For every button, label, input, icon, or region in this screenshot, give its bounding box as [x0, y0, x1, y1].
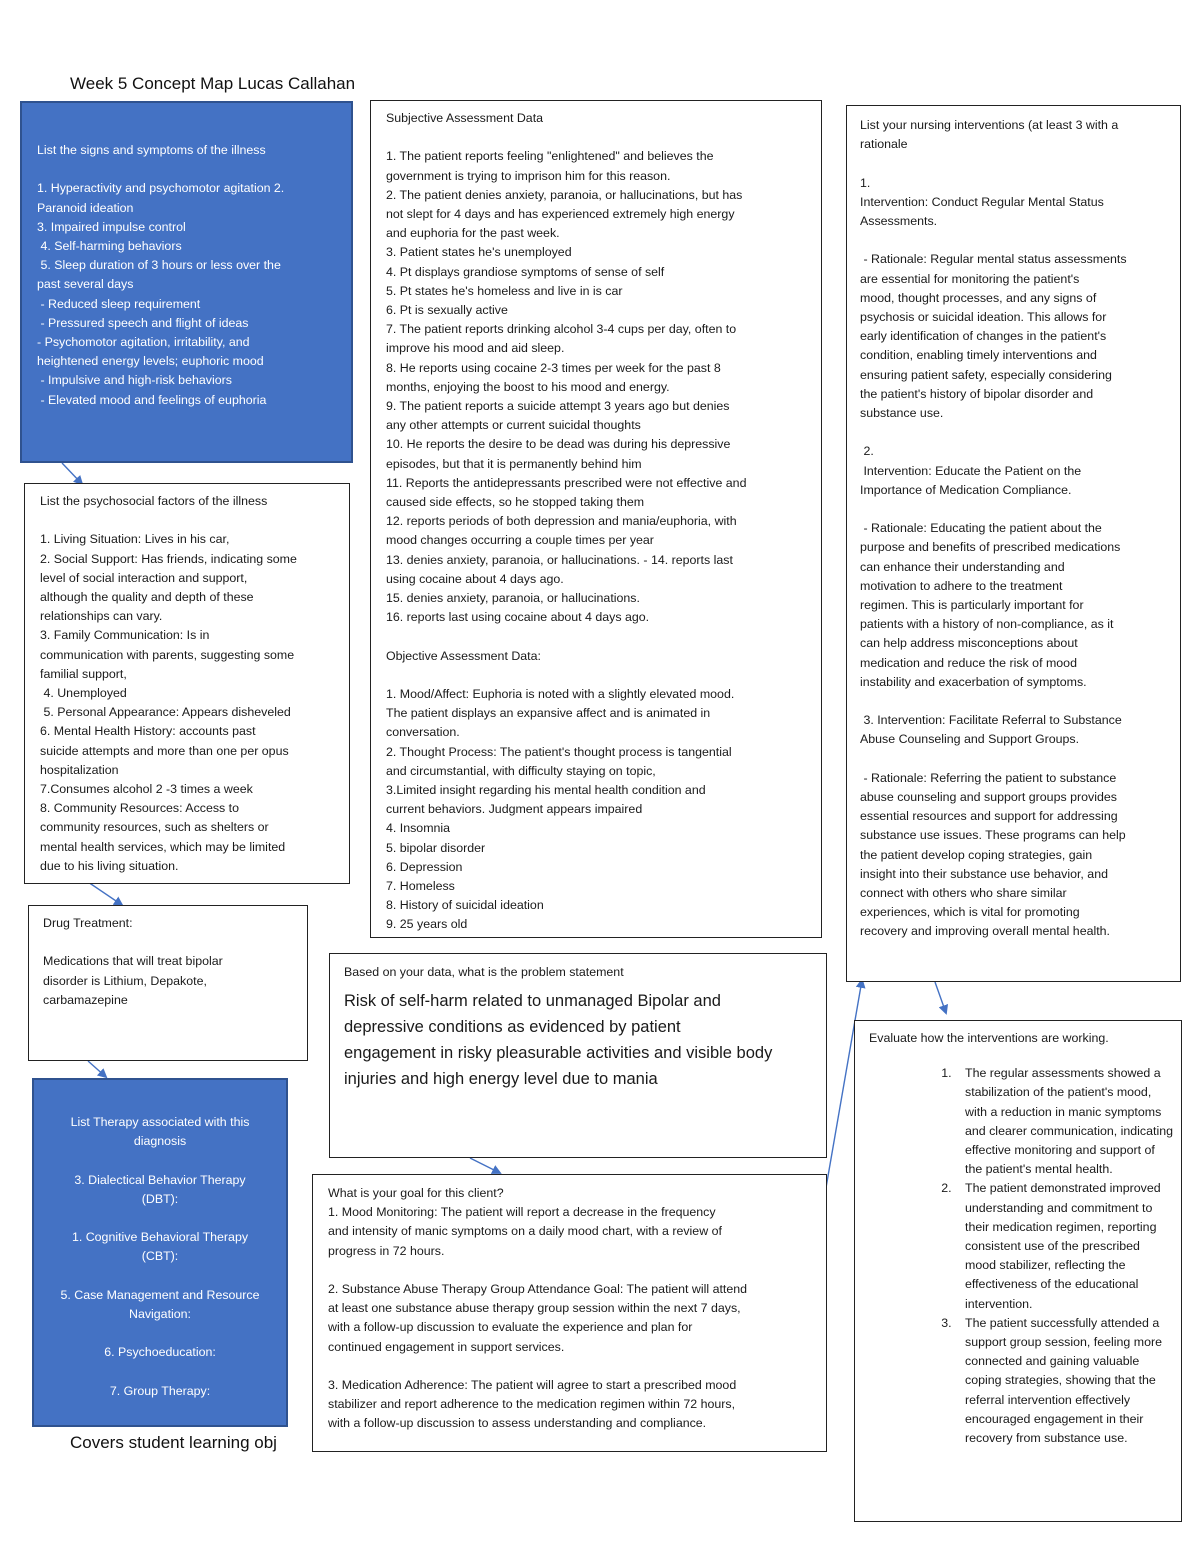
assessment-line: government is trying to imprison him for this reason.: [386, 168, 671, 183]
intervention-line: [860, 692, 1172, 711]
assessment-line: months, enjoying the boost to his mood and energy.: [386, 379, 670, 394]
therapy-line: Navigation:: [129, 1306, 191, 1321]
psychosocial-line: List the psychosocial factors of the illness: [40, 494, 268, 508]
assessment-line: [386, 128, 807, 147]
therapy-line: (DBT):: [141, 1191, 179, 1206]
intervention-line: medication and reduce the risk of mood: [860, 655, 1077, 670]
assessment-line: [386, 666, 807, 685]
assessment-line: 10. He reports the desire to be dead was during his depressive: [386, 437, 731, 452]
intervention-line: instability and exacerbation of symptoms.: [860, 674, 1087, 689]
signs-symptoms-box: [20, 101, 353, 463]
intervention-line: [860, 500, 1172, 519]
goal-line: with a follow-up discussion to evaluate the experience and plan for: [328, 1320, 693, 1335]
assessment-line: 1. Mood/Affect: Euphoria is noted with a slightly elevated mood.: [386, 687, 735, 702]
psychosocial-line: 2. Social Support: Has friends, indicating some: [40, 551, 297, 566]
arrow-drug-to-therapy: [88, 1061, 106, 1077]
assessment-line: 16. reports last using cocaine about 4 days ago.: [386, 610, 650, 625]
intervention-line: abuse counseling and support groups provides: [860, 790, 1117, 805]
psychosocial-line: [40, 511, 341, 530]
intervention-line: can enhance their understanding and: [860, 559, 1065, 574]
intervention-line: connect with others who share similar: [860, 886, 1067, 901]
evaluation-item: 3. The patient successfully attended a support group session, feeling more connected and gaining valuable coping strategies, showing that the referral intervention effectively encouraged engagement in their recovery from substance use.: [955, 1314, 1173, 1448]
intervention-line: Importance of Medication Compliance.: [860, 482, 1072, 497]
goal-line: progress in 72 hours.: [328, 1243, 445, 1258]
assessment-line: [386, 627, 807, 646]
assessment-line: conversation.: [386, 725, 460, 740]
drug-treatment-line: Drug Treatment:: [43, 916, 133, 930]
intervention-line: substance use issues. These programs can help: [860, 828, 1126, 843]
assessment-line: 12. reports periods of both depression and mania/euphoria, with: [386, 514, 737, 529]
psychosocial-line: 7.Consumes alcohol 2 -3 times a week: [40, 782, 253, 797]
signs-line: 3. Impaired impulse control: [37, 219, 186, 234]
therapy-line: (CBT):: [141, 1249, 179, 1264]
goal-box: [312, 1174, 827, 1452]
signs-line: [37, 160, 337, 179]
assessment-line: The patient displays an expansive affect and is animated in: [386, 706, 711, 721]
signs-line: List the signs and symptoms of the illness: [37, 143, 266, 157]
psychosocial-line: 1. Living Situation: Lives in his car,: [40, 532, 230, 547]
assessment-line: and euphoria for the past week.: [386, 226, 560, 241]
psychosocial-line: mental health services, which may be limited: [40, 839, 286, 854]
goal-line: with a follow-up discussion to assess understanding and compliance.: [328, 1416, 707, 1431]
assessment-line: 11. Reports the antidepressants prescribed were not effective and: [386, 475, 747, 490]
intervention-line: are essential for monitoring the patient's: [860, 271, 1080, 286]
assessment-line: Subjective Assessment Data: [386, 111, 544, 125]
evaluation-heading: Evaluate how the interventions are working.: [869, 1031, 1109, 1045]
assessment-line: 13. denies anxiety, paranoia, or hallucinations. - 14. reports last: [386, 552, 733, 567]
assessment-line: 8. He reports using cocaine 2-3 times per week for the past 8: [386, 360, 721, 375]
intervention-line: experiences, which is vital for promoting: [860, 905, 1080, 920]
therapy-line: 7. Group Therapy:: [109, 1383, 211, 1398]
intervention-line: patients with a history of non-compliance, as it: [860, 617, 1114, 632]
psychosocial-line: 8. Community Resources: Access to: [40, 801, 240, 816]
assessment-line: current behaviors. Judgment appears impaired: [386, 802, 643, 817]
problem-heading: Based on your data, what is the problem statement: [344, 965, 624, 979]
intervention-line: [860, 750, 1172, 769]
assessment-line: Objective Assessment Data:: [386, 648, 541, 663]
signs-line: - Psychomotor agitation, irritability, and: [37, 335, 250, 350]
evaluation-list: [869, 1064, 1173, 1448]
assessment-line: 7. Homeless: [386, 879, 455, 894]
therapy-line: [44, 1151, 276, 1170]
psychosocial-line: 6. Mental Health History: accounts past: [40, 724, 256, 739]
goal-line: 2. Substance Abuse Therapy Group Attendance Goal: The patient will attend: [328, 1282, 748, 1296]
assessment-line: and circumstantial, with difficulty staying on topic,: [386, 763, 656, 778]
assessment-line: any other attempts or current suicidal thoughts: [386, 418, 641, 433]
assessment-line: 15. denies anxiety, paranoia, or hallucinations.: [386, 591, 640, 606]
problem-statement: [344, 989, 816, 1092]
goal-line: stabilizer and report adherence to the medication regimen within 72 hours,: [328, 1397, 736, 1412]
signs-line: - Reduced sleep requirement: [37, 296, 201, 311]
therapy-line: 1. Cognitive Behavioral Therapy: [71, 1230, 249, 1245]
page-title: Week 5 Concept Map Lucas Callahan: [70, 74, 356, 93]
assessment-line: mood changes occurring a couple times per year: [386, 533, 654, 548]
assessment-line: 3.Limited insight regarding his mental health condition and: [386, 783, 706, 798]
psychosocial-line: communication with parents, suggesting some: [40, 647, 295, 662]
signs-line: past several days: [37, 277, 134, 292]
intervention-line: - Rationale: Regular mental status assessments: [860, 252, 1127, 267]
intervention-line: essential resources and support for addressing: [860, 809, 1118, 824]
drug-treatment-line: disorder is Lithium, Depakote,: [43, 973, 207, 988]
intervention-line: 2.: [860, 444, 874, 459]
intervention-line: - Rationale: Educating the patient about the: [860, 521, 1102, 536]
assessment-line: 4. Pt displays grandiose symptoms of sense of self: [386, 264, 665, 279]
assessment-line: 2. The patient denies anxiety, paranoia, or hallucinations, but has: [386, 187, 743, 202]
assessment-line: 9. The patient reports a suicide attempt 3 years ago but denies: [386, 399, 730, 414]
intervention-line: early identification of changes in the patient's: [860, 329, 1107, 344]
intervention-line: Intervention: Educate the Patient on the: [860, 463, 1082, 478]
psychosocial-line: familial support,: [40, 666, 127, 681]
signs-line: 5. Sleep duration of 3 hours or less over the: [37, 258, 281, 273]
psychosocial-line: 4. Unemployed: [40, 686, 127, 701]
psychosocial-line: 3. Family Communication: Is in: [40, 628, 210, 643]
intervention-line: psychosis or suicidal ideation. This allows for: [860, 310, 1107, 324]
assessment-line: 4. Insomnia: [386, 821, 451, 836]
psychosocial-factors-box: [24, 483, 350, 884]
problem-line: injuries and high energy level due to mania: [344, 1069, 658, 1088]
evaluation-box: [854, 1020, 1182, 1522]
intervention-line: regimen. This is particularly important for: [860, 598, 1084, 613]
problem-line: Risk of self-harm related to unmanaged Bipolar and: [344, 992, 721, 1011]
assessment-line: 1. The patient reports feeling "enlightened" and believes the: [386, 149, 714, 164]
signs-line: heightened energy levels; euphoric mood: [37, 354, 264, 369]
assessment-line: improve his mood and aid sleep.: [386, 341, 565, 356]
arrow-interventions-to-evaluation: [935, 982, 946, 1013]
signs-line: - Pressured speech and flight of ideas: [37, 315, 249, 330]
assessment-line: 3. Patient states he's unemployed: [386, 245, 572, 260]
assessment-line: episodes, but that it is permanently behind him: [386, 456, 642, 471]
signs-line: - Elevated mood and feelings of euphoria: [37, 392, 267, 407]
evaluation-item: 2. The patient demonstrated improved understanding and commitment to their medication regimen, reporting consistent use of the prescribed mood stabilizer, reflecting the effectiveness of the educational intervention.: [955, 1179, 1173, 1313]
signs-line: 4. Self-harming behaviors: [37, 239, 182, 253]
therapy-line: diagnosis: [133, 1134, 187, 1149]
intervention-line: 3. Intervention: Facilitate Referral to Substance: [860, 713, 1122, 728]
assessment-data-box: [370, 100, 822, 938]
assessment-line: 5. Pt states he's homeless and live in is car: [386, 283, 623, 298]
psychosocial-line: suicide attempts and more than one per opus: [40, 743, 289, 758]
intervention-line: Assessments.: [860, 214, 938, 228]
signs-line: 1. Hyperactivity and psychomotor agitation 2.: [37, 181, 285, 196]
intervention-line: [860, 231, 1172, 250]
assessment-line: 5. bipolar disorder: [386, 840, 486, 855]
intervention-line: can help address misconceptions about: [860, 636, 1078, 651]
psychosocial-line: due to his living situation.: [40, 858, 179, 873]
footer-note: Covers student learning obj: [70, 1433, 277, 1452]
intervention-line: Intervention: Conduct Regular Mental Status: [860, 194, 1104, 209]
evaluation-item: 1. The regular assessments showed a stabilization of the patient's mood, with a reduction in manic symptoms and clearer communication, indicating effective monitoring and support of the patient's mental health.: [955, 1064, 1173, 1179]
problem-statement-box: [329, 953, 827, 1158]
intervention-line: recovery and improving overall mental health.: [860, 924, 1111, 939]
therapy-box: [32, 1078, 288, 1427]
intervention-line: [860, 154, 1172, 173]
assessment-line: 9. 25 years old: [386, 917, 468, 932]
intervention-line: Abuse Counseling and Support Groups.: [860, 732, 1080, 747]
therapy-line: 3. Dialectical Behavior Therapy: [74, 1172, 246, 1187]
arrow-problem-to-goal: [470, 1158, 500, 1173]
assessment-line: 6. Depression: [386, 859, 463, 874]
goal-line: at least one substance abuse therapy group session within the next 7 days,: [328, 1301, 741, 1316]
intervention-line: purpose and benefits of prescribed medications: [860, 540, 1121, 555]
psychosocial-line: although the quality and depth of these: [40, 590, 254, 604]
intervention-line: - Rationale: Referring the patient to substance: [860, 770, 1117, 785]
psychosocial-line: level of social interaction and support,: [40, 570, 248, 585]
intervention-line: the patient develop coping strategies, gain: [860, 847, 1093, 862]
psychosocial-line: 5. Personal Appearance: Appears disheveled: [40, 705, 291, 720]
goal-line: 3. Medication Adherence: The patient will agree to start a prescribed mood: [328, 1378, 737, 1392]
arrow-psychosocial-to-drug: [88, 882, 122, 905]
therapy-line: 5. Case Management and Resource: [60, 1287, 260, 1302]
goal-line: [328, 1261, 816, 1280]
problem-line: depressive conditions as evidenced by patient: [344, 1018, 681, 1036]
therapy-line: List Therapy associated with this: [70, 1115, 250, 1129]
assessment-line: 2. Thought Process: The patient's thought process is tangential: [386, 744, 732, 759]
intervention-line: substance use.: [860, 406, 944, 421]
intervention-line: ensuring patient safety, especially considering: [860, 367, 1112, 382]
nursing-interventions-box: [846, 105, 1181, 982]
therapy-line: [44, 1209, 276, 1228]
intervention-line: rationale: [860, 137, 908, 152]
psychosocial-line: relationships can vary.: [40, 609, 163, 624]
intervention-line: condition, enabling timely interventions and: [860, 348, 1097, 363]
therapy-line: [44, 1267, 276, 1286]
intervention-line: 1.: [860, 175, 871, 190]
drug-treatment-line: [43, 933, 297, 952]
assessment-line: 8. History of suicidal ideation: [386, 898, 544, 913]
problem-line: engagement in risky pleasurable activities and visible body: [344, 1043, 773, 1062]
psychosocial-line: community resources, such as shelters or: [40, 820, 269, 835]
arrow-signs-to-psychosocial: [62, 463, 82, 484]
goal-line: What is your goal for this client?: [328, 1186, 504, 1200]
assessment-line: 7. The patient reports drinking alcohol 3-4 cups per day, often to: [386, 322, 737, 337]
drug-treatment-box: [28, 905, 308, 1061]
assessment-line: 6. Pt is sexually active: [386, 303, 508, 318]
assessment-line: using cocaine about 4 days ago.: [386, 571, 564, 586]
therapy-line: [44, 1324, 276, 1343]
intervention-line: List your nursing interventions (at least 3 with a: [860, 118, 1119, 132]
psychosocial-line: hospitalization: [40, 762, 119, 777]
therapy-line: 6. Psychoeducation:: [104, 1345, 216, 1360]
assessment-line: caused side effects, so he stopped taking them: [386, 495, 645, 510]
intervention-line: motivation to adhere to the treatment: [860, 578, 1063, 593]
goal-line: [328, 1357, 816, 1376]
assessment-line: not slept for 4 days and has experienced extremely high energy: [386, 207, 735, 221]
intervention-line: the patient's history of bipolar disorder and: [860, 386, 1094, 401]
signs-line: - Impulsive and high-risk behaviors: [37, 373, 232, 388]
goal-line: continued engagement in support services.: [328, 1339, 565, 1354]
goal-line: and intensity of manic symptoms on a daily mood chart, with a review of: [328, 1224, 722, 1239]
drug-treatment-line: Medications that will treat bipolar: [43, 954, 223, 969]
drug-treatment-line: carbamazepine: [43, 992, 128, 1007]
therapy-line: [44, 1363, 276, 1382]
goal-line: 1. Mood Monitoring: The patient will report a decrease in the frequency: [328, 1205, 716, 1220]
intervention-line: [860, 423, 1172, 442]
signs-line: Paranoid ideation: [37, 200, 134, 215]
intervention-line: mood, thought processes, and any signs of: [860, 290, 1097, 305]
intervention-line: insight into their substance use behavior, and: [860, 866, 1108, 881]
